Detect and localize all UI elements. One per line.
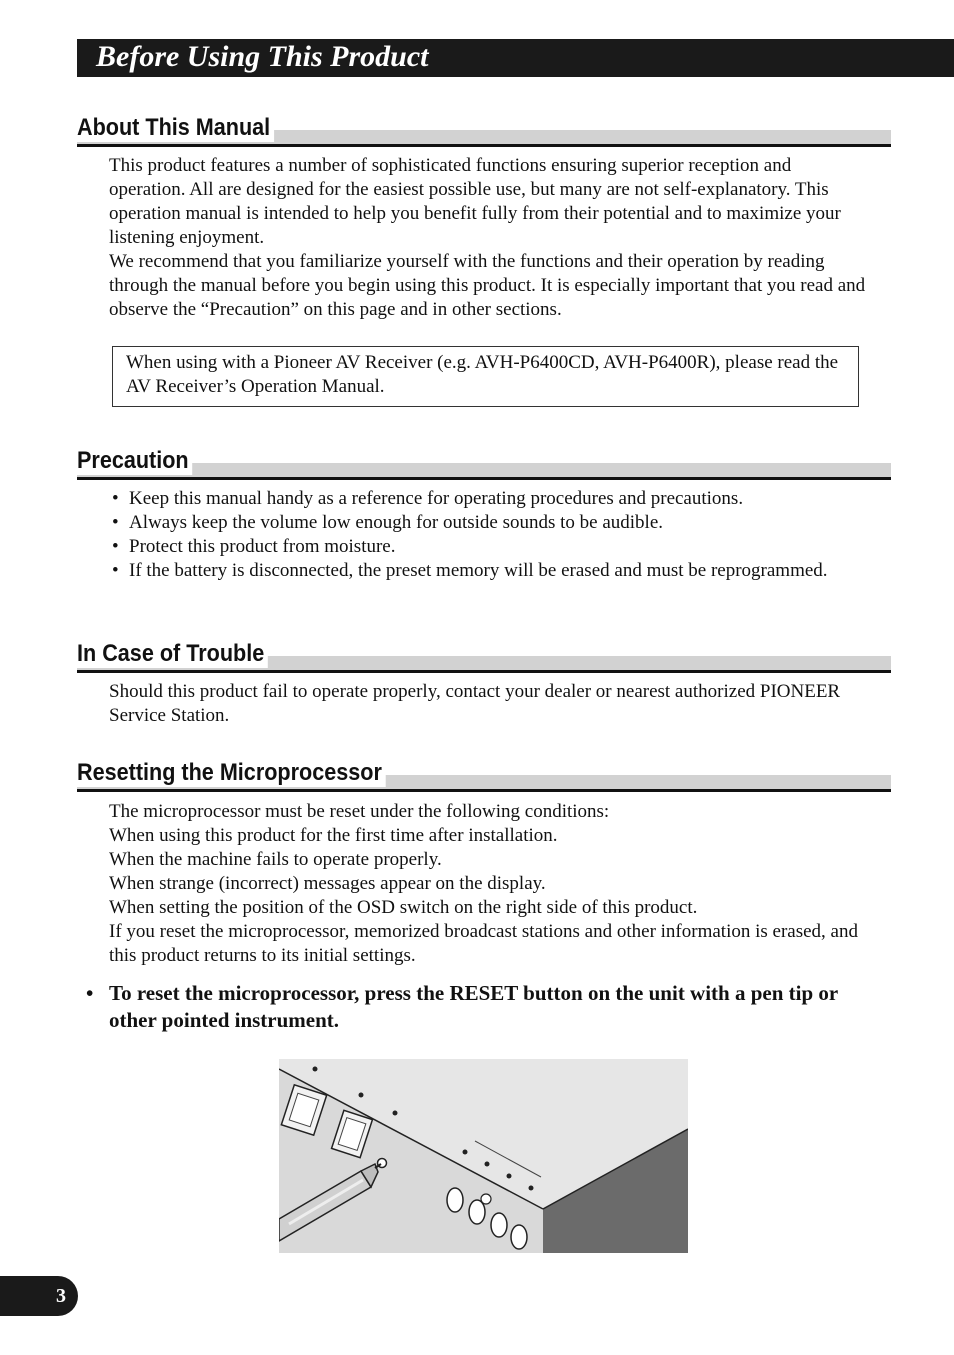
reset-instruction-text: To reset the microprocessor, press the RESET button on the unit with a pen tip or other pointed instrument. (109, 981, 838, 1032)
heading-reset: Resetting the Microprocessor (77, 759, 385, 787)
reset-line: The microprocessor must be reset under the following conditions: (109, 801, 610, 822)
bullet-icon: • (86, 981, 94, 1005)
page-title: Before Using This Product (96, 40, 429, 73)
list-item: • Protect this product from moisture. (112, 536, 396, 557)
reset-line: If you reset the microprocessor, memorized broadcast stations and other information is erased, and this product returns to its initial settings. (109, 921, 858, 966)
bullet-icon: • (112, 560, 119, 581)
reset-line: When using this product for the first time after installation. (109, 825, 558, 846)
bullet-icon: • (112, 488, 119, 509)
reset-line: When setting the position of the OSD switch on the right side of this product. (109, 897, 698, 918)
title-bar (77, 39, 954, 77)
list-item: • If the battery is disconnected, the preset memory will be erased and must be reprogrammed. (112, 560, 828, 581)
reset-body (109, 800, 869, 968)
notice-box: When using with a Pioneer AV Receiver (e.g. AVH-P6400CD, AVH-P6400R), please read the AV Receiver’s Operation Manual. (112, 346, 859, 407)
about-paragraph-1: This product features a number of sophisticated functions ensuring superior reception and operation. All are designed for the easiest possible use, but many are not self-explanatory. This operation manual is intended to help you benefit fully from their potential and to maximize your listening enjoyment. (109, 155, 841, 248)
reset-line: When the machine fails to operate properly. (109, 849, 442, 870)
bullet-icon: • (112, 512, 119, 533)
list-item: • Keep this manual handy as a reference for operating procedures and precautions. (112, 488, 744, 509)
reset-illustration-icon (279, 1059, 688, 1253)
trouble-body (109, 680, 869, 728)
section-heading-precaution (77, 444, 891, 480)
list-item: • Always keep the volume low enough for outside sounds to be audible. (112, 512, 664, 533)
page-number: 3 (56, 1285, 66, 1307)
reset-line: When strange (incorrect) messages appear on the display. (109, 873, 546, 894)
reset-instruction (86, 980, 876, 1034)
heading-about: About This Manual (77, 114, 274, 142)
section-heading-trouble (77, 637, 891, 673)
about-body (109, 154, 869, 322)
about-paragraph-2: We recommend that you familiarize yourself with the functions and their operation by reading through the manual before you begin using this product. It is especially important that you read and observe the “Precaution” on this page and in other sections. (109, 251, 866, 320)
section-heading-about (77, 111, 891, 147)
trouble-text: Should this product fail to operate properly, contact your dealer or nearest authorized PIONEER Service Station. (109, 681, 841, 726)
heading-precaution: Precaution (77, 447, 192, 475)
section-heading-reset (77, 756, 891, 792)
page-number-tab (0, 1276, 78, 1316)
precaution-list (109, 487, 869, 583)
heading-trouble: In Case of Trouble (77, 640, 268, 668)
bullet-icon: • (112, 536, 119, 557)
